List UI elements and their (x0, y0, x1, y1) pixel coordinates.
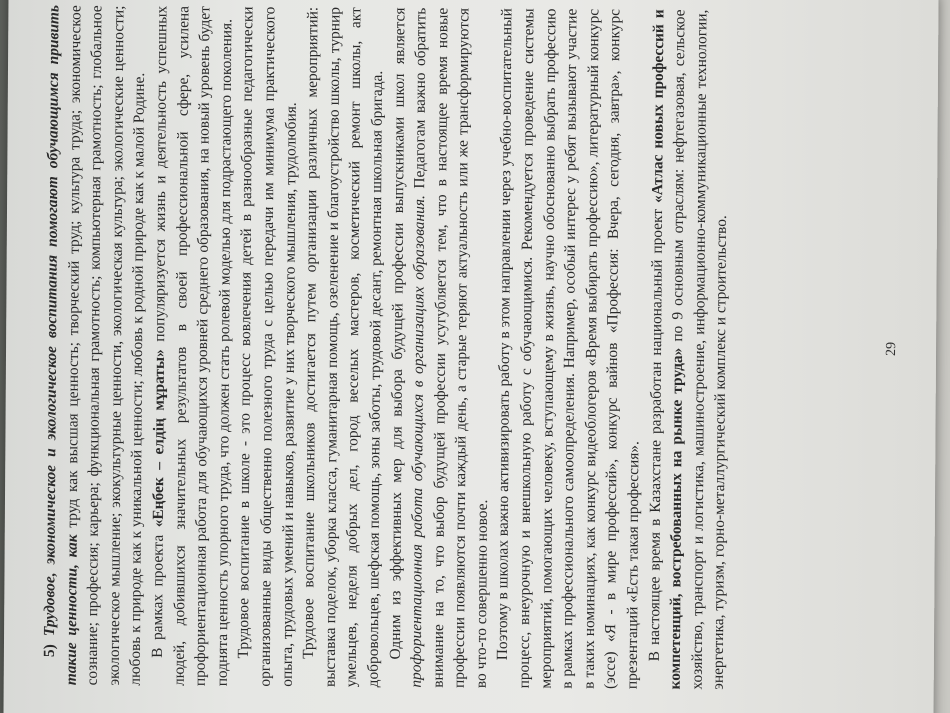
paragraph-activities: Трудовое воспитание школьников достигается путем организации различных мероприятий: выставка поделок, уборка класса, гуманитарная помощь, озеленение и благоустройство школы, турнир умельцев, неделя добрых дел, город веселых мастеров, косметический ремонт школы, акт добровольцев, шефская помощь, зоны заботы, трудовой десант, ремонтная школьная бригада. (300, 6, 386, 688)
atlas-project-name: «Атлас новых профессий и компетенций, востребованных на рынке труда» (648, 9, 687, 690)
paragraph-career-guidance: Одним из эффективных мер для выбора будущей профессии выпускниками школ является профориентационная работа обучающихся в организациях образования. Педагогам важно обратить внимание на то, что выбор будущей профессии усугубляется тем, что в настоящее время новые профессии появляются почти каждый день, а старые теряют актуальность или же трансформируются во что-то совершенно новое. (386, 7, 491, 689)
page-number: 29 (884, 341, 900, 356)
paragraph-values (39, 5, 152, 686)
paragraph-project-enbek: В рамках проекта «Еңбек – елдің мұраты» популяризуется жизнь и деятельность успешных людей, добившихся значительных результатов в своей профессиональной сфере, усилена профориентационная работа для обучающихся уровней среднего образования, на новый уровень будет поднята ценность упорного труда, что должен стать ролевой моделью для подрастающего поколения. (148, 5, 236, 687)
paragraph-labor-education: Трудовое воспитание в школе - это процесс вовлечения детей в разнообразные педагогически организованные виды общественно полезного труда с целью передачи им минимума практического опыта, трудовых умений и навыков, развитие у них творческого мышления, трудолюбия. (235, 6, 300, 687)
project-name: «Еңбек – елдің мұраты» (149, 349, 169, 528)
section-heading: Трудовое, экономическое и экологическое воспитания помогают обучающимся привить такие ценности, как (41, 5, 81, 686)
values-list: труд как высшая ценность; творческий труд; культура труда; экономическое сознание; профессия; карьера; функциональная грамотность; компьютерная грамотность; глобальное экологическое мышление; экокультурные ценности, экологическая культура; экологические ценности; любовь к природе как к уникальной ценности; любовь к родной природе как к малой Родине. (63, 5, 149, 686)
paragraph-atlas-project: В настоящее время в Казахстане разработан национальный проект «Атлас новых профессий и компетенций, востребованных на рынке труда» по 9 основным отраслям: нефтегазовая, сельское хозяйство, транспорт и логистика, машиностроение, информационно-коммуникационные технологии, энергетика, туризм, горно-металлургический комплекс и строительство. (645, 9, 731, 690)
paper-sheet (3, 0, 938, 713)
section-number: 5) (40, 636, 59, 658)
paragraph-school-work: Поэтому в школах важно активизировать работу в этом направлении через учебно-воспитательный процесс, внеурочную и внешкольную работу с обучающимися. Рекомендуется проведение системы мероприятий, помогающих человеку, вступающему в жизнь, научно обоснованно выбрать профессию в рамках профессионального самоопределения. Например, особый интерес у ребят вызывают участие в таких номинациях, как конкурс видеоблогеров «Время выбирать профессию», литературный конкурс (эссе) «Я - в мире профессий», конкурс вайнов «Профессия: Вчера, сегодня, завтра», конкурс презентаций «Есть такая профессия». (494, 8, 643, 690)
document-page (39, 5, 924, 691)
emphasis-text: профориентационная работа обучающихся в организациях образования. (407, 195, 429, 688)
